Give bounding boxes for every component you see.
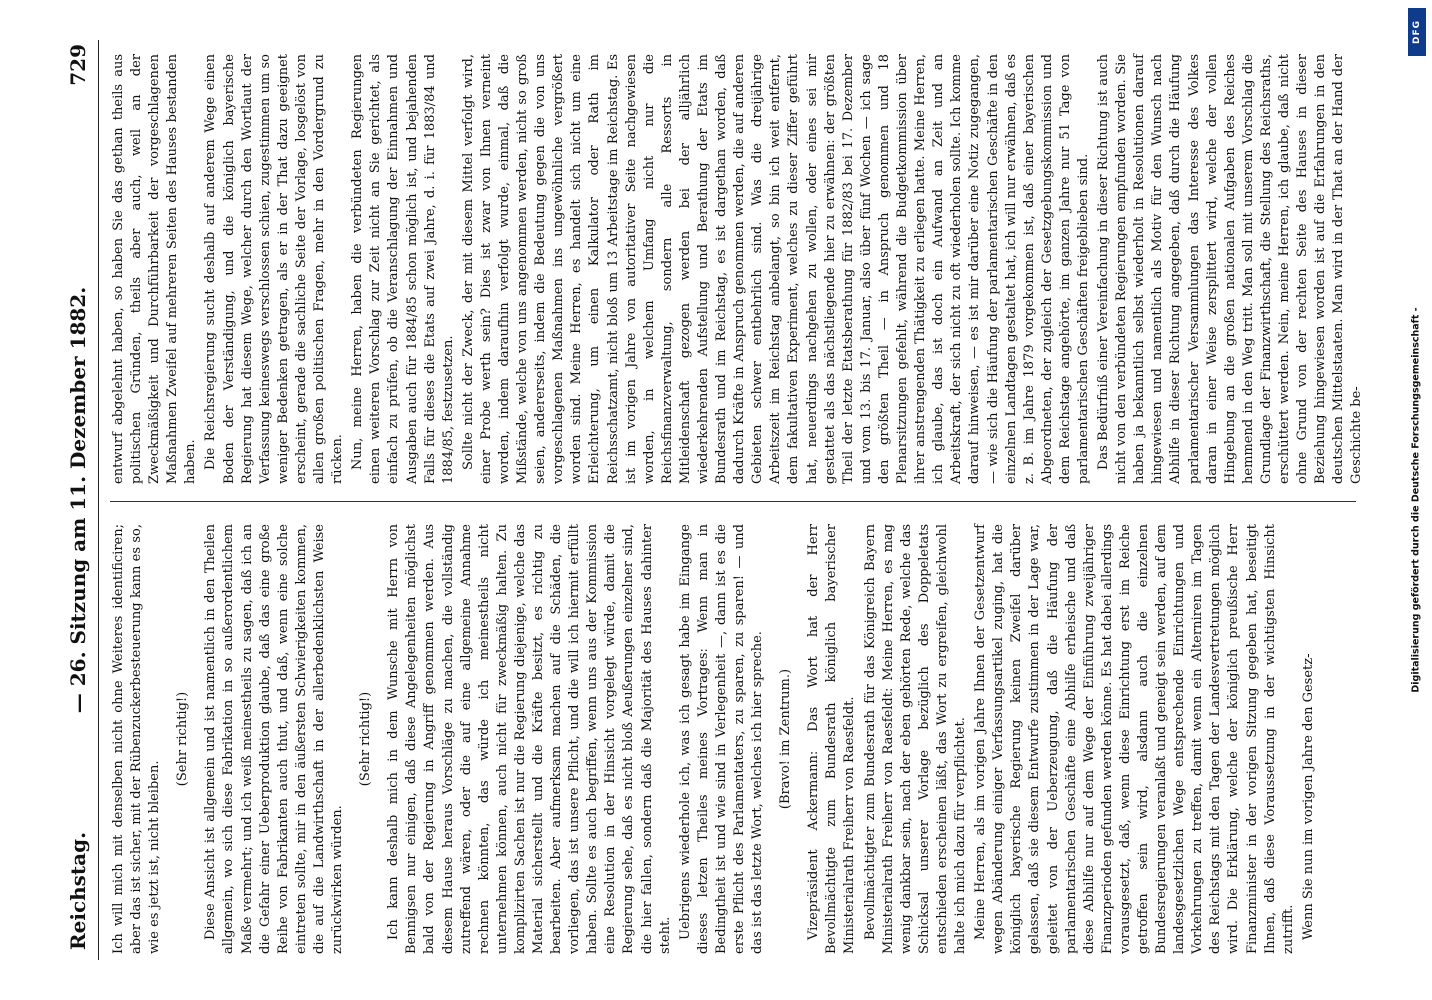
interjection: (Sehr richtig!) <box>175 691 191 787</box>
dfg-logo-text: DFG <box>1412 19 1422 45</box>
rotated-page-content <box>36 20 1396 980</box>
paragraph: entwurf abgelehnt haben, so haben Sie das gethan theils aus politischen Gründen, theils aber auch, weil an der Zweckmäßigkeit und Durchführbarkeit der vorgeschlagenen Maßnahmen Zweifel auf mehreren Seiten des Hauses bestanden haben. <box>111 54 199 484</box>
paragraph: Ich kann deshalb mich in dem Wunsche mit Herrn von Bennigsen nur einigen, daß diese Angelegenheiten möglichst bald von der Regierung in Angriff genommen werden. Aus diesem Hause heraus Vorschläge zu machen, die vollständig zutreffend wären, oder die auf eine allgemeine Annahme rechnen könnten, das würde ich meinestheils nicht unternehmen können, auch nicht für zweckmäßig halten. Zu komplizirten Sachen ist nur die Regierung diejenige, welche das Material sicherstellt und die Kräfte besitzt, es richtig zu bearbeiten. Aber aufmerksam machen auf die Schäden, die vorliegen, das ist unsere Pflicht, und die will ich hiermit erfüllt haben. Sollte es auch begriffen, wenn uns aus der Kommission eine Resolution in der Hinsicht vorgelegt würde, damit die Regierung sehe, daß es nicht bloß Aeußerungen einzelner sind, die hier fallen, sondern daß die Majorität des Hauses dahinter steht. <box>386 524 673 954</box>
interjection: (Sehr richtig!) <box>358 691 374 787</box>
paragraph: Vizepräsident Ackermann: Das Wort hat der Herr Bevollmächtigte zum Bundesrath königlich bayerischer Ministerialrath Freiherr von Raesfeldt. <box>806 524 858 954</box>
digitization-sidebar <box>1402 0 1430 1000</box>
paragraph: Die Reichsregierung sucht deshalb auf anderem Wege einen Boden der Verständigung, und die königlich bayerische Regierung hat diesem Wege, welcher durch den Wortlaut der Verfassung keineswegs verschlossen schien, zugestimmen um so weniger Bedenken getragen, als er in der That dazu geeignet erscheint, gerade die sachliche Seite der Vorlage, losgelöst von allen großen politischen Fragen, mehr in den Vordergrund zu rücken. <box>203 54 346 484</box>
left-column <box>110 524 1356 954</box>
right-column <box>110 54 1365 484</box>
paragraph: Wenn Sie nun im vorigen Jahre den Gesetz- <box>1300 653 1316 940</box>
dfg-logo <box>1408 8 1426 56</box>
paragraph: Uebrigens wiederhole ich, was ich gesagt habe im Eingange dieses letzen Theiles meines Vortrages: Wenn man in Bedingtheit ist und wie sind in Verlegenheit —, dann ist es die erste Pflicht des Parlamentaters, zu sparen, zu sparen! — und das ist das letzte Wort, welches ich hier spreche. <box>677 524 766 954</box>
paragraph: Bevollmächtigter zum Bundesrath für das Königreich Bayern Ministerialrath Freiherr von Raesfeldt: Meine Herren, es mag wenig dankbar sein, nach der eben gehörten Rede, welche das Schicksal unserer Vorlage bezüglich des Doppeletats entschieden erscheinen läßt, das Wort zu ergreifen, gleichwohl halte ich mich dazu für verpflichtet. <box>862 524 969 954</box>
header-rule <box>98 40 99 960</box>
paragraph: Das Bedürfniß einer Vereinfachung in dieser Richtung ist auch nicht von den verbündeten Regierungen empfunden worden. Sie haben ja bekanntlich selbst wiederholt in Resolutionen darauf hingewiesen und namentlich als Motiv für den Wunsch nach Abhilfe in dieser Richtung angegeben, daß durch die Häufung parlamentarischer Versammlungen das Interesse des Volkes daran in einer Weise zersplittert wird, welche der vollen Hingebung an die großen nationalen Aufgaben des Reiches hemmend in den Weg tritt. Man soll mit unserem Vorschlag die Grundlage der Finanzwirthschaft, die Stellung des Reichsraths, erschüttert werden. Nein, meine Herren, ich glaube, daß nicht ohne Grund von der rechten Seite des Hauses in dieser Beziehung hingewiesen worden ist auf die Erfahrungen in den deutschen Mittelstaaten. Man wird in der That an der Hand der Geschichte be- <box>1096 54 1365 484</box>
header-title: Reichstag. <box>66 831 90 950</box>
digitization-credit: Digitalisierung gefördert durch die Deutsche Forschungsgemeinschaft - <box>1410 307 1422 693</box>
paragraph: Diese Ansicht ist allgemein und ist namentlich in den Theilen allgemein, wo sich diese Fabrikation in so außerordentlichem Maße vermehrt; und ich weiß meinestheils zu sagen, daß ich an die Gefahr einer Ueberproduktion glaube, daß das eine große Reihe von Fabrikanten auch thut, und daß, wenn eine solche eintreten sollte, mir in den äußersten Schwierigkeiten kommen, die auf die Landwirthschaft in der allerbedenklichsten Weise zurückwirken würden. <box>203 524 346 954</box>
header-session: — 26. Sitzung am 11. Dezember 1882. <box>66 286 90 714</box>
paragraph: Ich will mich mit denselben nicht ohne Weiteres identificiren; aber das ist sicher, mit der Rübenzuckerbesteuerung kann es so, wie es jetzt ist, nicht bleiben. <box>111 524 163 954</box>
page-header <box>36 20 96 980</box>
paragraph: Meine Herren, als im vorigen Jahre Ihnen der Gesetzentwurf wegen Abänderung einiger Verfassungsartikel zuging, hat die königlich bayerische Regierung keinen Zweifel darüber gelassen, daß sie diesem Entwurfe zustimmen in der Lage war, geleitet von der Ueberzeugung, daß die Häufung der parlamentarischen Geschäfte eine Abhilfe erheische und daß diese Abhilfe nur auf dem Wege der Einführung zweijähriger Finanzperioden gefunden werden könne. Es hat dabei allerdings vorausgesetzt, daß, wenn diese Einrichtung erst im Reiche getroffen sein wird, alsdann auch die einzelnen Bundesregierungen veranlaßt und geneigt sein werden, auf dem landesgesetzlichen Wege entsprechende Einrichtungen und Vorkehrungen zu treffen, damit wenn ein Alterniren im Tagen des Reichstags mit den Tagen der Landesvertretungen möglich wird. Die Erklärung, welche der königlich preußische Herr Finanzminister in der vorigen Sitzung gegeben hat, beseitigt Ihnen, daß diese Voraussetzung in der wichtigsten Hinsicht zutrifft. <box>973 524 1296 954</box>
column-divider <box>110 501 1356 502</box>
paragraph: Nun, meine Herren, haben die verbündeten Regierungen einen weiteren Vorschlag zur Zeit nicht an Sie gerichtet, als einfach zu prüfen, ob die Veranschlagung der Einnahmen und Ausgaben auch für 1884/85 schon möglich ist, und bejahenden Falls für dieses die Etats auf zwei Jahre, d. i. für 1883/84 und 1884/85, festzusetzen. <box>350 54 456 484</box>
paragraph: Sollte nicht der Zweck, der mit diesem Mittel verfolgt wird, einer Probe werth sein? Dies ist zwar von Ihnen verneint worden, indem daraufhin verfolgt wurde, einmal, daß die Mißstände, welche von uns angenommen werden, nicht so groß seien, andererseits, indem die Bedeutung gegen die von uns vorgeschlagenen Maßnahmen ins ungewöhnliche vergrößert worden sind. Meine Herren, es handelt sich nicht um eine Erleichterung, um einen Kalkulator oder Rath im Reichsschatzamt, nicht bloß um 13 Arbeitstage im Reichstag. Es ist im vorigen Jahre von autoritativer Seite nachgewiesen worden, in welchem Umfang nicht nur die Reichsfinanzverwaltung, sondern alle Ressorts in Mitleidenschaft gezogen werden bei der alljährlich wiederkehrenden Aufstellung und Berathung der Etats im Bundesrath und im Reichstag, es ist dargethan worden, daß dadurch Kräfte in Anspruch genommen werden, die auf anderen Gebieten schwer entbehrlich sind. Was die dreijährige Arbeitszeit im Reichstag anbelangt, so bin ich weit entfernt, dem fakultativen Experiment, welches zu dieser Ziffer geführt hat, neuerdings nachgehen zu wollen, oder eines sei mir gestattet als das nächstliegende hier zu erwähnen: der größten Theil der letzte Etatsberathung für 1882/83 bei 17. Dezember und vom 13. bis 17. Januar, also über fünf Wochen — ich sage den größten Theil — in Anspruch genommen und 18 Plenarsitzungen gefehlt, während die Budgetkommission über ihrer anstrengenden Thätigkeit zu erliegen hatte. Meine Herren, ich glaube, das ist doch ein Aufwand an Zeit und an Arbeitskraft, der sich nicht zu oft wiederholen sollte. Ich komme darauf hinweisen, — es ist mir darüber eine Notiz zugegangen, — wie sich die Häufung der parlamentarischen Geschäfte in den einzelnen Landtagen gestaltet hat, ich will nur erwähnen, daß es z. B. im Jahre 1879 vorgekommen ist, daß einer bayerischen Abgeordneten, der zugleich der Gesetzgebungskommission und dem Reichstage angehörte, im ganzen Jahre nur 51 Tage von parlamentarischen Geschäften freigeblieben sind. <box>460 54 1091 484</box>
page-number: 729 <box>66 44 90 86</box>
interjection: (Bravo! im Zentrum.) <box>778 668 794 810</box>
